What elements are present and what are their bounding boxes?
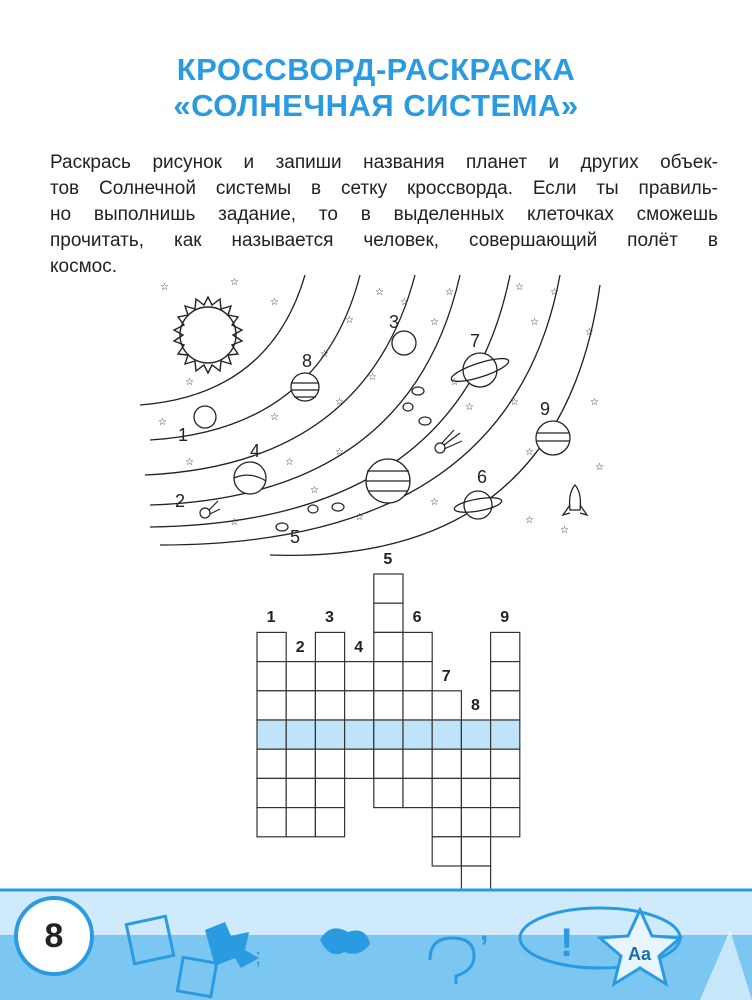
svg-text:☆: ☆	[510, 397, 519, 408]
svg-text:☆: ☆	[230, 517, 239, 528]
illus-label: 5	[290, 527, 301, 547]
crossword-cell[interactable]	[403, 778, 432, 807]
svg-text:☆: ☆	[185, 377, 194, 388]
svg-text:☆: ☆	[585, 327, 594, 338]
svg-text:☆: ☆	[595, 462, 604, 473]
crossword-number: 9	[500, 609, 510, 627]
crossword-cell-highlighted[interactable]	[286, 720, 315, 749]
instructions-line: но выполнишь задание, то в выделенных клеточках сможешь	[50, 204, 718, 225]
svg-text:☆: ☆	[525, 447, 534, 458]
crossword-cell[interactable]	[374, 632, 403, 661]
crossword-cell[interactable]	[315, 778, 344, 807]
svg-text:☆: ☆	[590, 397, 599, 408]
cloud-icon	[320, 928, 370, 954]
illus-label: 1	[178, 425, 189, 445]
comet-small-icon	[200, 501, 220, 518]
crossword-cell-highlighted[interactable]	[315, 720, 344, 749]
semicolon-icon: ;	[255, 944, 262, 969]
svg-text:☆: ☆	[465, 402, 474, 413]
crossword-cell[interactable]	[491, 691, 520, 720]
illus-label: 6	[477, 467, 488, 487]
crossword-cell[interactable]	[257, 691, 286, 720]
crossword-cell[interactable]	[286, 778, 315, 807]
crossword-cell[interactable]	[315, 632, 344, 661]
crossword-cell[interactable]	[403, 632, 432, 661]
crossword-cell[interactable]	[491, 662, 520, 691]
crossword-number: 8	[471, 697, 480, 714]
instructions-line: космос.	[50, 256, 118, 277]
svg-text:☆: ☆	[375, 287, 384, 298]
instructions-line: тов Солнечной системы в сетку кроссворда. Если ты правиль-	[50, 178, 718, 199]
crossword-cell[interactable]	[491, 749, 520, 778]
illus-label: 2	[175, 491, 186, 511]
crossword-cell-highlighted[interactable]	[403, 720, 432, 749]
planet-9-icon	[536, 421, 570, 455]
crossword-cell[interactable]	[257, 778, 286, 807]
crossword-cell-highlighted[interactable]	[257, 720, 286, 749]
crossword-number: 2	[295, 638, 305, 656]
svg-text:☆: ☆	[530, 317, 539, 328]
crossword-cell-highlighted[interactable]	[345, 720, 374, 749]
crossword-cell[interactable]	[374, 749, 403, 778]
svg-text:☆: ☆	[185, 457, 194, 468]
crossword-cell[interactable]	[374, 603, 403, 632]
crossword-cell[interactable]	[257, 662, 286, 691]
svg-text:☆: ☆	[355, 512, 364, 523]
crossword-cell[interactable]	[403, 749, 432, 778]
svg-text:☆: ☆	[335, 447, 344, 458]
planet-1-icon	[194, 406, 216, 428]
crossword-cell[interactable]	[315, 691, 344, 720]
crossword-cell[interactable]	[432, 691, 461, 720]
comet-icon	[435, 430, 462, 453]
illus-label: 4	[250, 441, 261, 461]
illus-label: 8	[302, 351, 313, 371]
crossword-cell-highlighted[interactable]	[461, 720, 490, 749]
crossword-cell[interactable]	[432, 749, 461, 778]
instructions-text	[50, 150, 718, 280]
instructions-line: Раскрась рисунок и запиши названия планет и других объек-	[50, 152, 718, 173]
badge-label: Aa	[628, 944, 652, 964]
crossword-cell[interactable]	[461, 749, 490, 778]
svg-text:☆: ☆	[320, 349, 329, 360]
svg-text:☆: ☆	[445, 287, 454, 298]
crossword-cell[interactable]	[491, 778, 520, 807]
crossword-cell[interactable]	[432, 808, 461, 837]
crossword-cell[interactable]	[432, 837, 461, 866]
svg-text:☆: ☆	[335, 397, 344, 408]
crossword-cell[interactable]	[461, 808, 490, 837]
solar-system-illustration	[130, 265, 610, 565]
svg-text:☆: ☆	[400, 297, 409, 308]
page-number: 8	[14, 896, 94, 976]
illus-label: 9	[540, 399, 551, 419]
crossword-cell[interactable]	[286, 662, 315, 691]
crossword-cell[interactable]	[345, 691, 374, 720]
instructions-line: прочитать, как называется человек, совершающий полёт в	[50, 230, 718, 251]
svg-text:☆: ☆	[525, 515, 534, 526]
crossword-number: 5	[383, 551, 393, 568]
sun-icon	[174, 297, 242, 373]
crossword-cell[interactable]	[315, 749, 344, 778]
crossword-cell[interactable]	[315, 808, 344, 837]
crossword-cell[interactable]	[491, 808, 520, 837]
planet-3-icon	[392, 331, 416, 355]
svg-text:☆: ☆	[270, 412, 279, 423]
crossword-number: 6	[412, 609, 422, 627]
crossword-cell[interactable]	[374, 574, 403, 603]
comma-icon: ,	[480, 914, 489, 947]
crossword-cell-highlighted[interactable]	[432, 720, 461, 749]
crossword-cell[interactable]	[286, 808, 315, 837]
svg-text:☆: ☆	[430, 317, 439, 328]
crossword-cell[interactable]	[403, 662, 432, 691]
svg-text:☆: ☆	[368, 372, 377, 383]
crossword-cell[interactable]	[461, 778, 490, 807]
crossword-cell[interactable]	[374, 778, 403, 807]
crossword-cell[interactable]	[315, 662, 344, 691]
crossword-cell[interactable]	[257, 632, 286, 661]
crossword-cell[interactable]	[257, 808, 286, 837]
illus-label: 3	[389, 312, 400, 332]
illus-label: 7	[470, 331, 481, 351]
planet-6-ringed-icon	[453, 491, 502, 519]
svg-text:☆: ☆	[270, 297, 279, 308]
svg-text:☆: ☆	[560, 525, 569, 536]
crossword-cell[interactable]	[257, 749, 286, 778]
page-title-line-2: «СОЛНЕЧНАЯ СИСТЕМА»	[173, 88, 579, 123]
crossword-cell[interactable]	[461, 837, 490, 866]
crossword-cell[interactable]	[286, 749, 315, 778]
svg-text:☆: ☆	[158, 417, 167, 428]
crossword-cell[interactable]	[374, 662, 403, 691]
svg-text:☆: ☆	[285, 457, 294, 468]
svg-text:☆: ☆	[160, 282, 169, 293]
crossword-cell-highlighted[interactable]	[491, 720, 520, 749]
svg-text:☆: ☆	[550, 287, 559, 298]
crossword-number: 3	[325, 609, 334, 627]
crossword-cell-highlighted[interactable]	[374, 720, 403, 749]
page-title-line-1: КРОССВОРД-РАСКРАСКА	[176, 52, 576, 87]
svg-text:☆: ☆	[310, 485, 319, 496]
crossword-cell[interactable]	[403, 691, 432, 720]
crossword-number: 1	[266, 609, 276, 627]
crossword-number: 4	[354, 638, 364, 656]
crossword-cell[interactable]	[432, 778, 461, 807]
svg-text:☆: ☆	[515, 282, 524, 293]
crossword-cell[interactable]	[491, 632, 520, 661]
footer-band	[0, 880, 752, 1000]
crossword-cell[interactable]	[374, 691, 403, 720]
asteroids-icon	[276, 387, 431, 531]
crossword-number: 7	[441, 667, 451, 685]
svg-text:☆: ☆	[450, 377, 459, 388]
exclamation-icon: !	[560, 921, 574, 965]
rocket-icon	[563, 485, 587, 515]
svg-text:☆: ☆	[230, 277, 239, 288]
svg-text:☆: ☆	[430, 497, 439, 508]
crossword-cell[interactable]	[345, 749, 374, 778]
crossword-cell[interactable]	[286, 691, 315, 720]
crossword-cell[interactable]	[345, 662, 374, 691]
svg-text:☆: ☆	[345, 315, 354, 326]
